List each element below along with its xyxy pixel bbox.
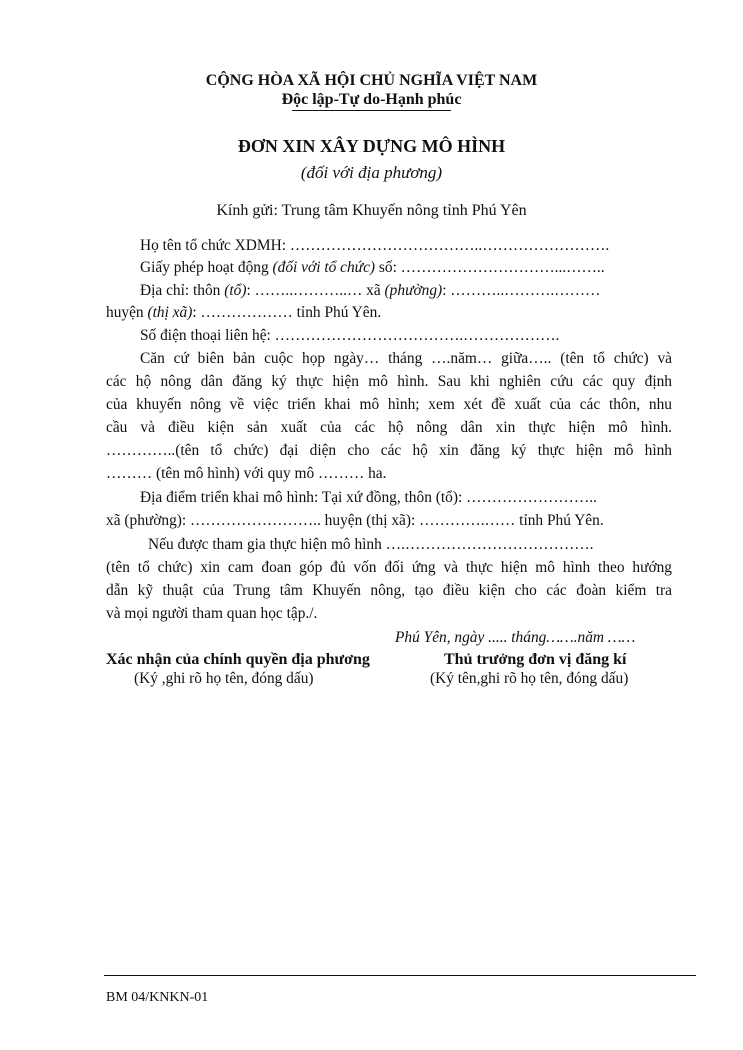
location-line: xã (phường): …………………….. huyện (thị xã): ………….…… tỉnh Phú Yên. — [106, 512, 604, 529]
motto-underline — [292, 110, 451, 111]
license-field — [140, 257, 605, 278]
nation-heading: CỘNG HÒA XÃ HỘI CHỦ NGHĨA VIỆT NAM — [205, 72, 538, 89]
address-italic-to: (tổ) — [224, 282, 247, 299]
org-name-field: Họ tên tổ chức XDMH: ………………………………..……………………. — [140, 237, 610, 254]
recipient-line: Kính gửi: Trung tâm Khuyến nông tỉnh Phú Yên — [216, 202, 527, 219]
paragraph-line: …………..(tên tổ chức) đại diện cho các hộ xin đăng ký thực hiện mô hình — [106, 442, 672, 459]
date-line: Phú Yên, ngày ..... tháng…….năm …… — [395, 629, 636, 646]
location-line: Địa điểm triển khai mô hình: Tại xứ đồng, thôn (tổ): …………………….. — [140, 489, 597, 506]
paragraph-line: các hộ nông dân đăng ký thực hiện mô hình. Sau khi nghiên cứu các quy định — [106, 373, 672, 390]
district-italic-note: (thị xã) — [147, 304, 193, 321]
footer-rule — [104, 975, 696, 976]
unit-head-title: Thủ trưởng đơn vị đăng kí — [444, 651, 627, 668]
address-italic-phuong: (phường) — [384, 282, 443, 299]
phone-field: Số điện thoại liên hệ: ……………………………….………………. — [140, 327, 560, 344]
address-middle: : ……..………..… xã — [246, 282, 385, 299]
license-blank: số: …………………………...…….. — [375, 259, 605, 276]
local-authority-title: Xác nhận của chính quyền địa phương — [106, 651, 370, 668]
paragraph-line: cầu và điều kiện sản xuất của các hộ nông dân xin thực hiện mô hình. — [106, 419, 672, 436]
form-subtitle: (đối với địa phương) — [300, 163, 443, 182]
district-label: huyện — [106, 304, 148, 321]
paragraph-line: của khuyến nông về việc triển khai mô hình; xem xét đề xuất của các thôn, nhu — [106, 396, 672, 413]
license-label: Giấy phép hoạt động — [140, 259, 273, 276]
district-field — [106, 302, 381, 323]
commitment-line: và mọi người tham quan học tập./. — [106, 605, 318, 622]
unit-head-note: (Ký tên,ghi rõ họ tên, đóng dấu) — [430, 670, 629, 687]
address-blank: : ………..……….……… — [442, 282, 601, 299]
paragraph-line: Căn cứ biên bản cuộc họp ngày… tháng ….năm… giữa….. (tên tổ chức) và — [140, 350, 672, 367]
commitment-line: dẫn kỹ thuật của Trung tâm Khuyến nông, tạo điều kiện cho các đoàn kiểm tra — [106, 582, 672, 599]
paragraph-line: ……… (tên mô hình) với quy mô ……… ha. — [106, 465, 387, 482]
license-italic-note: (đối với tổ chức) — [272, 259, 376, 276]
commitment-line: (tên tổ chức) xin cam đoan góp đủ vốn đối ứng và thực hiện mô hình theo hướng — [106, 559, 672, 576]
commitment-line: Nếu được tham gia thực hiện mô hình ….………………………………. — [148, 536, 594, 553]
district-blank: : ……………… tỉnh Phú Yên. — [192, 304, 382, 321]
form-code: BM 04/KNKN-01 — [106, 990, 209, 1005]
form-title: ĐƠN XIN XÂY DỰNG MÔ HÌNH — [237, 136, 506, 156]
address-field — [140, 280, 600, 301]
local-authority-note: (Ký ,ghi rõ họ tên, đóng dấu) — [134, 670, 314, 687]
address-label: Địa chỉ: thôn — [140, 282, 225, 299]
motto: Độc lập-Tự do-Hạnh phúc — [281, 91, 462, 108]
